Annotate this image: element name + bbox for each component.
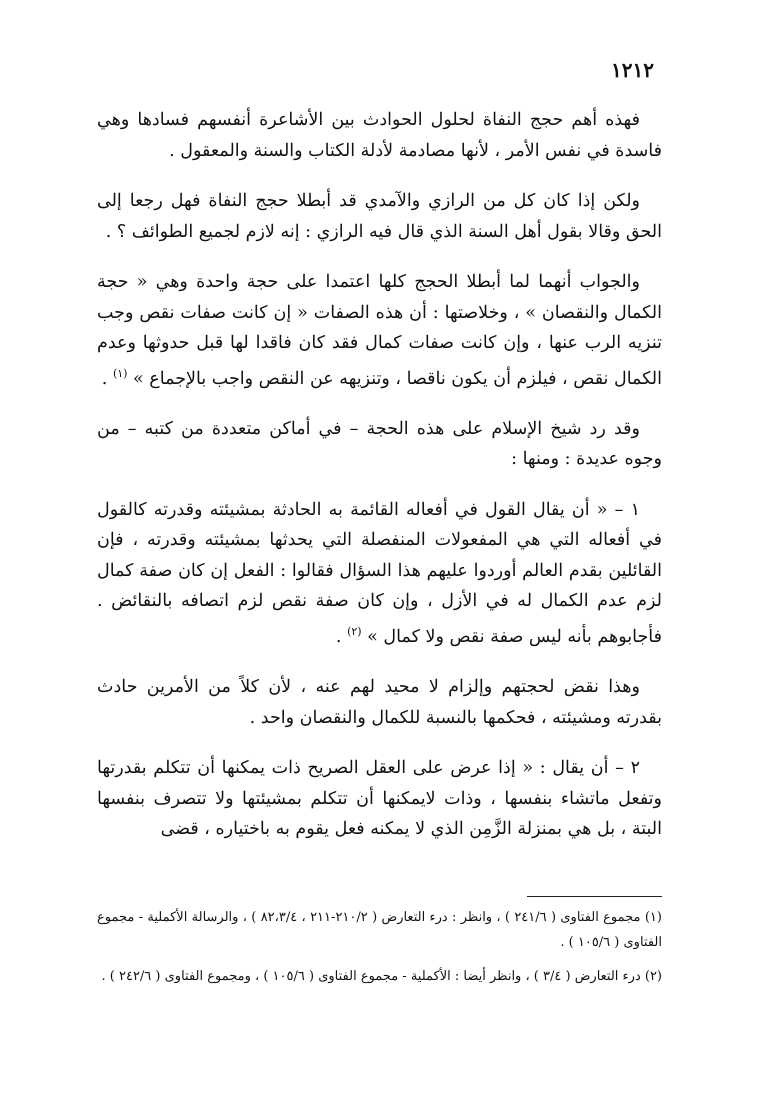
sentence-end: . (101, 368, 113, 389)
paragraph (97, 495, 662, 652)
footnote-ref: (١) (112, 366, 128, 380)
paragraph: ولكن إذا كان كل من الرازي والآمدي قد أبطلا حجج النفاة فهل رجعا إلى الحق وقالا بقول أهل السنة الذي قال فيه الرازي : إنه لازم لجميع الطوائف ؟ . (97, 191, 662, 242)
paragraph: وهذا نقض لحجتهم وإلزام لا محيد لهم عنه ، لأن كلاً من الأمرين حادث بقدرته ومشيئته ، فحكمها بالنسبة للكمال والنقصان واحد . (97, 677, 662, 728)
paragraph: ٢ – أن يقال : « إذا عرض على العقل الصريح ذات يمكنها أن تتكلم بقدرتها وتفعل ماتشاء بنفسها ، وذات لايمكنها أن تتكلم بمشيئتها ولا تتصرف بنفسها البتة ، بل هي بمنزلة الزَّمِن الذي لا يمكنه فعل يقوم به باختياره ، قضى (97, 758, 662, 840)
paragraph-text: والجواب أنهما لما أبطلا الحجج كلها اعتمدا على حجة واحدة وهي « حجة الكمال والنقصان » ، وخلاصتها : أن هذه الصفات « إن كانت صفات نقص وجب تنزيه الرب عنها ، وإن كانت صفات كمال فقد كان فاقدا لها قبل حدوثها وعدم الكمال نقص ، فيلزم أن يكون ناقصا ، وتنزيهه عن النقص واجب بالإجماع » (97, 272, 662, 389)
footnote: (١) مجموع الفتاوى ( ٢٤١/٦ ) ، وانظر : درء التعارض ( ٢١٠/٢-٢١١ ، ٨٢،٣/٤ ) ، والرسالة الأكملية - مجموع الفتاوى ( ١٠٥/٦ ) . (97, 910, 662, 950)
footnote-ref: (٢) (347, 624, 362, 638)
footnote-divider (527, 896, 662, 897)
sentence-end: . (335, 626, 348, 647)
main-text (97, 105, 662, 865)
page-number: ١٢١٢ (611, 58, 654, 82)
paragraph: وقد رد شيخ الإسلام على هذه الحجة – في أماكن متعددة من كتبه – من وجوه عديدة : ومنها : (97, 418, 662, 470)
paragraph-text: ١ – « أن يقال القول في أفعاله القائمة به الحادثة بمشيئته وقدرته كالقول في أفعاله التي هي المفعولات المنفصلة التي يحدثها بمشيئته وقدرته ، فإن القائلين بقدم العالم أوردوا عليهم هذا السؤال فقالوا : الفعل إن كان صفة كمال لزم عدم الكمال له في الأزل ، وإن كان صفة نقص لزم اتصافه بالنقائض . فأجابوهم بأنه ليس صفة نقص ولا كمال » (97, 499, 662, 647)
footnotes (97, 905, 662, 998)
paragraph (97, 267, 662, 394)
paragraph: فهذه أهم حجج النفاة لحلول الحوادث بين الأشاعرة أنفسهم فسادها وهي فاسدة في نفس الأمر ، لأنها مصادمة لأدلة الكتاب والسنة والمعقول . (97, 110, 662, 161)
footnote: (٢) درء التعارض ( ٣/٤ ) ، وانظر أيضا : الأكملية - مجموع الفتاوى ( ١٠٥/٦ ) ، ومجموع الفتاوى ( ٢٤٢/٦ ) . (101, 969, 662, 984)
